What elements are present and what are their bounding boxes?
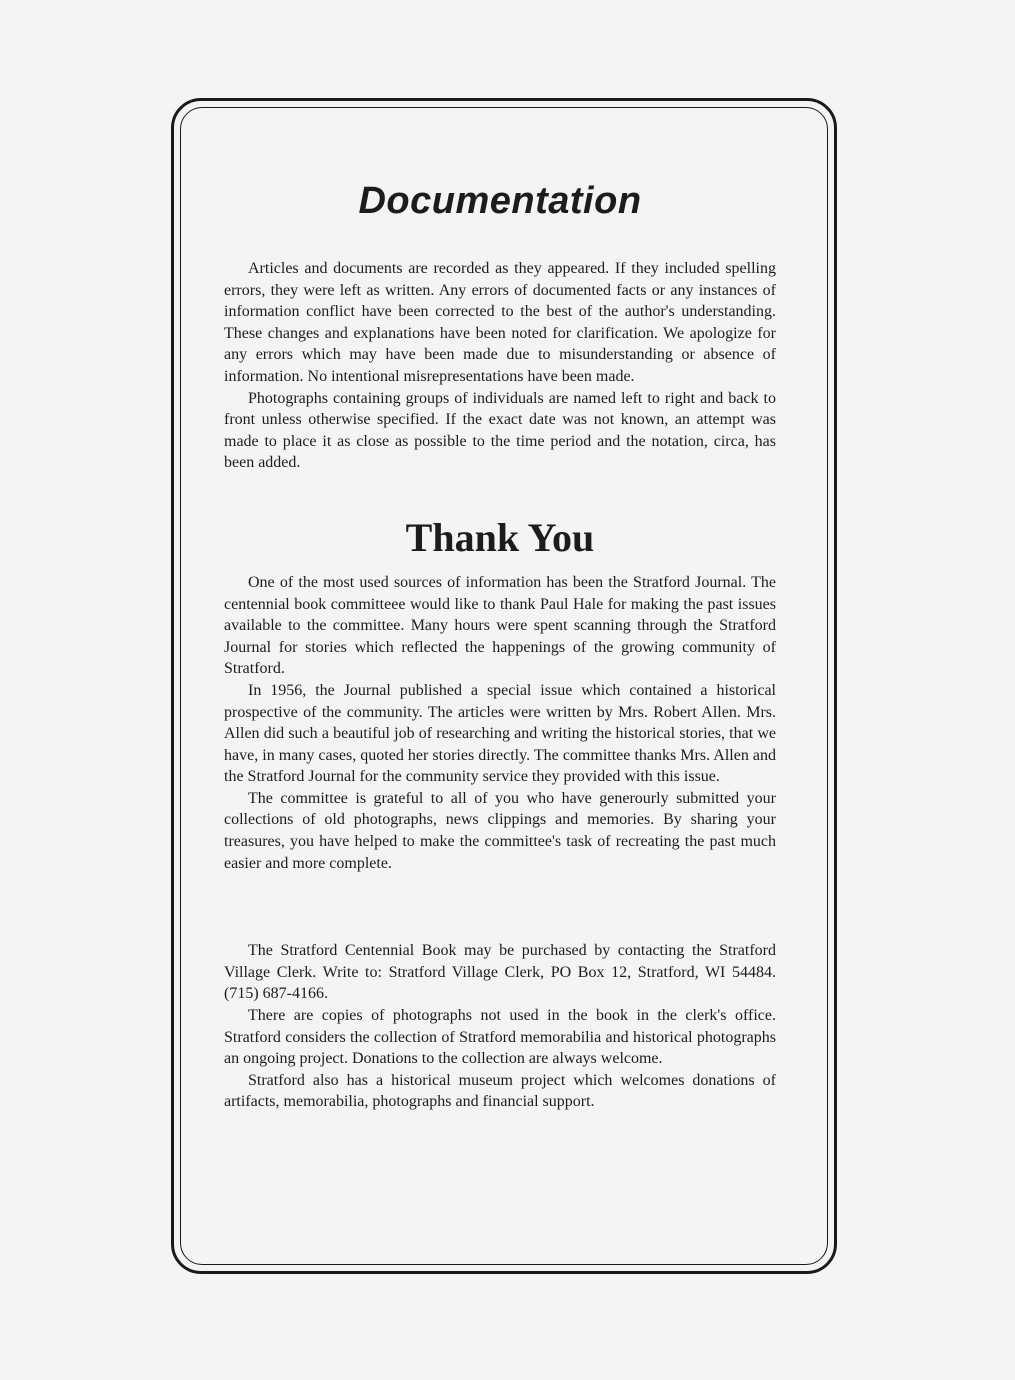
contact-paragraph: Stratford also has a historical museum project which welcomes donations of artifacts, memorabilia, photographs and financial support.	[224, 1071, 776, 1111]
thank-you-section	[224, 512, 776, 874]
documentation-heading: Documentation	[358, 180, 642, 222]
contact-paragraph: There are copies of photographs not used in the book in the clerk's office. Stratford considers the collection of Stratford memorabilia and historical photographs an ongoing project. Donations to the collection are always welcome.	[224, 1007, 776, 1068]
documentation-paragraph: Articles and documents are recorded as they appeared. If they included spelling errors, they were left as written. Any errors of documented facts or any instances of information conflict have been corrected to the best of the author's understanding. These changes and explanations have been noted for clarification. We apologize for any errors which may have been made due to misunderstanding or absence of information. No intentional misrepresentations have been made.	[224, 260, 776, 385]
page-content	[224, 170, 776, 1113]
thank-you-paragraph: One of the most used sources of information has been the Stratford Journal. The centennial book committeee would like to thank Paul Hale for making the past issues available to the committee. Many hours were spent scanning through the Stratford Journal for stories which reflected the happenings of the growing community of Stratford.	[224, 573, 776, 678]
thank-you-paragraph: The committee is grateful to all of you who have generourly submitted your collections of old photographs, news clippings and memories. By sharing your treasures, you have helped to make the committee's task of recreating the past much easier and more complete.	[224, 789, 776, 872]
contact-paragraph: The Stratford Centennial Book may be purchased by contacting the Stratford Village Clerk. Write to: Stratford Village Clerk, PO Box 12, Stratford, WI 54484. (715) 687-4166.	[224, 942, 776, 1003]
documentation-section	[224, 170, 776, 474]
thank-you-paragraph: In 1956, the Journal published a special issue which contained a historical prospective of the community. The articles were written by Mrs. Robert Allen. Mrs. Allen did such a beautiful job of researching and writing the historical stories, that we have, in many cases, quoted her stories directly. The committee thanks Mrs. Allen and the Stratford Journal for the community service they provided with this issue.	[224, 681, 776, 786]
documentation-paragraph: Photographs containing groups of individuals are named left to right and back to front unless otherwise specified. If the exact date was not known, an attempt was made to place it as close as possible to the time period and the notation, circa, has been added.	[224, 389, 776, 472]
contact-section	[224, 940, 776, 1113]
thank-you-heading: Thank You	[405, 514, 595, 560]
